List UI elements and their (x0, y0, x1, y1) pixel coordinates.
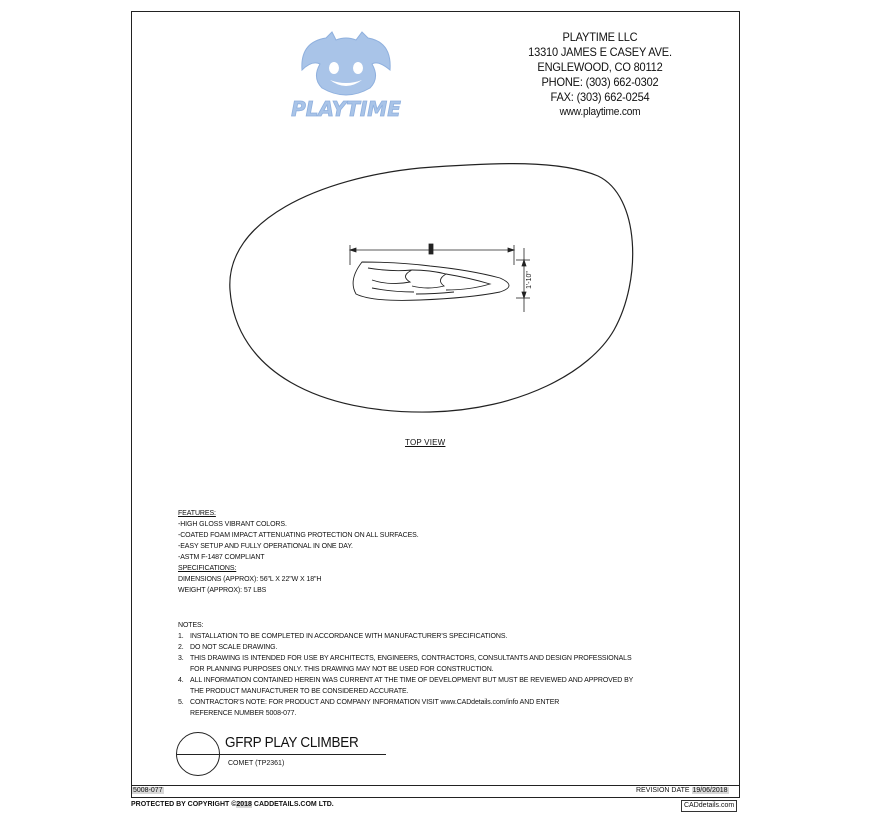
top-view-label: TOP VIEW (405, 438, 446, 447)
note-item-continued (178, 708, 633, 719)
company-website: www.playtime.com (559, 106, 641, 118)
spec-dimensions: DIMENSIONS (APPROX): 56"L X 22"W X 18"H (178, 576, 322, 583)
note-item-continued (178, 664, 633, 675)
note-number: 1. (178, 633, 184, 640)
sheet-number: 5008-077 (133, 787, 163, 794)
spec-weight: WEIGHT (APPROX): 57 LBS (178, 587, 267, 594)
note-number: 5. (178, 699, 184, 706)
copyright-notice (131, 801, 334, 808)
note-item-continued (178, 686, 633, 697)
note-text: ALL INFORMATION CONTAINED HEREIN WAS CURRENT AT THE TIME OF DEVELOPMENT BUT MUST BE REVIEWED AND APPROVED BY (190, 677, 634, 684)
company-fax: FAX: (303) 662-0254 (550, 90, 650, 104)
note-item (178, 653, 633, 664)
notes-heading: NOTES: (178, 622, 204, 629)
company-info (520, 30, 680, 120)
drawing-title: GFRP PLAY CLIMBER (225, 734, 359, 751)
note-number: 3. (178, 655, 184, 662)
note-text: DO NOT SCALE DRAWING. (190, 644, 278, 651)
note-number: 2. (178, 644, 184, 651)
revision-date-value: 19/06/2018 (692, 787, 728, 794)
features-section (178, 508, 419, 596)
specifications-heading: SPECIFICATIONS: (178, 565, 237, 572)
title-symbol (176, 732, 220, 776)
company-address-line2: ENGLEWOOD, CO 80112 (537, 60, 663, 74)
logo-text: PLAYTIME (291, 97, 401, 121)
dimension-label: 1'-10" (526, 271, 533, 289)
footer-divider (131, 785, 740, 786)
note-text: THE PRODUCT MANUFACTURER TO BE CONSIDERED ACCURATE. (190, 688, 409, 695)
note-text: FOR PLANNING PURPOSES ONLY. THIS DRAWING MAY NOT BE USED FOR CONSTRUCTION. (190, 666, 494, 673)
revision-date (636, 787, 729, 794)
notes-section (178, 620, 633, 719)
revision-label: REVISION DATE (636, 787, 690, 794)
feature-item: -COATED FOAM IMPACT ATTENUATING PROTECTION ON ALL SURFACES. (178, 532, 419, 539)
playtime-logo (282, 30, 410, 122)
company-name: PLAYTIME LLC (562, 30, 638, 44)
copyright-year: 2018 (236, 801, 252, 808)
note-text: CONTRACTOR'S NOTE: FOR PRODUCT AND COMPANY INFORMATION VISIT www.CADdetails.com/info AND ENTER (190, 699, 560, 706)
copyright-prefix: PROTECTED BY COPYRIGHT © (131, 801, 237, 808)
feature-item: -ASTM F-1487 COMPLIANT (178, 554, 265, 561)
note-item (178, 697, 633, 708)
note-text: REFERENCE NUMBER 5008-077. (190, 710, 297, 717)
note-text: THIS DRAWING IS INTENDED FOR USE BY ARCHITECTS, ENGINEERS, CONTRACTORS, CONSULTANTS AND DESIGN PROFESSIONALS (190, 655, 632, 662)
caddetails-link[interactable]: CADdetails.com (681, 800, 737, 812)
copyright-suffix: CADDETAILS.COM LTD. (251, 801, 334, 808)
note-item (178, 642, 633, 653)
note-item (178, 675, 633, 686)
drawing-subtitle: COMET (TP2361) (228, 760, 285, 767)
feature-item: -EASY SETUP AND FULLY OPERATIONAL IN ONE DAY. (178, 543, 353, 550)
note-number: 4. (178, 677, 184, 684)
company-phone: PHONE: (303) 662-0302 (541, 75, 659, 89)
note-item (178, 631, 633, 642)
features-heading: FEATURES: (178, 510, 216, 517)
title-rule (219, 754, 386, 755)
note-text: INSTALLATION TO BE COMPLETED IN ACCORDANCE WITH MANUFACTURER'S SPECIFICATIONS. (190, 633, 508, 640)
company-address-line1: 13310 JAMES E CASEY AVE. (528, 45, 672, 59)
feature-item: -HIGH GLOSS VIBRANT COLORS. (178, 521, 287, 528)
